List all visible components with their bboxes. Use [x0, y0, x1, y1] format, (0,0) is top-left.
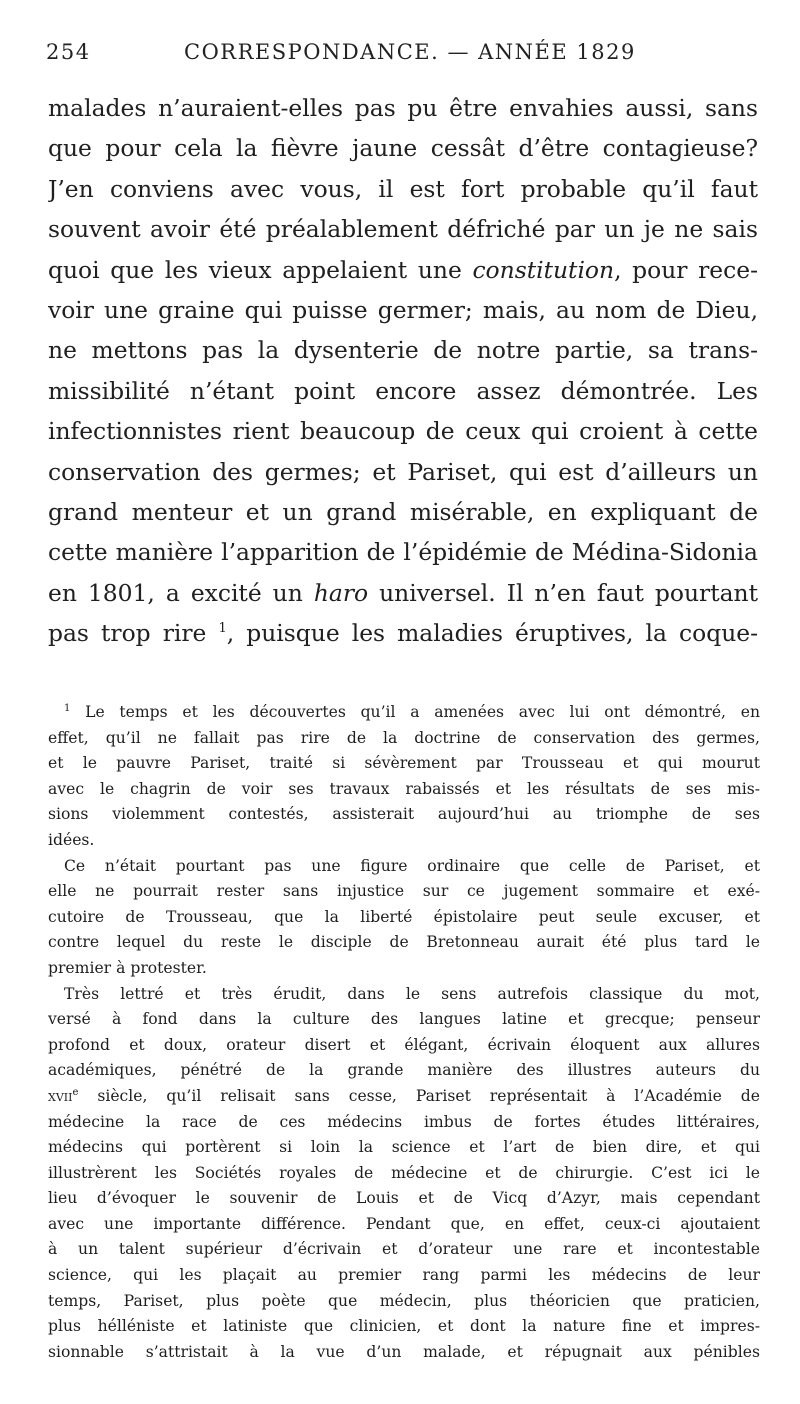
footnote-line: médecins qui portèrent si loin la science et l’art de bien dire, et qui [48, 1138, 760, 1157]
text-line [48, 613, 758, 653]
footnote-marker: 1 [64, 703, 71, 714]
running-head [46, 40, 758, 70]
footnote-line: illustrèrent les Sociétés royales de médecine et de chirurgie. C’est ici le [48, 1163, 760, 1182]
text-line: grand menteur et un grand misérable, en expliquant de [48, 497, 758, 526]
footnote-line [48, 1084, 760, 1110]
text-line: infectionnistes rient beaucoup de ceux qui croient à cette [48, 417, 758, 446]
text-fragment: siècle, qu’il relisait sans cesse, Pariset représentait à l’Académie de [78, 1086, 760, 1105]
page-number: 254 [46, 40, 91, 64]
footnote-line: plus hélléniste et latiniste que clinicien, et dont la nature fine et impres- [48, 1317, 760, 1336]
text-fragment: pas trop rire [48, 619, 207, 648]
text-fragment: en 1801, a excité un [48, 578, 303, 607]
running-title: CORRESPONDANCE. — ANNÉE 1829 [184, 40, 636, 64]
text-line: missibilité n’étant point encore assez démontrée. Les [48, 376, 758, 405]
footnote-line: avec le chagrin de voir ses travaux rabaissés et les résultats de ses mis- [48, 779, 760, 798]
footnote-line: cutoire de Trousseau, que la liberté épistolaire peut seule excuser, et [48, 907, 760, 926]
main-text [48, 88, 758, 653]
footnote-line: sions violemment contestés, assisterait aujourd’hui au triomphe de ses [48, 805, 760, 824]
footnote-line: profond et doux, orateur disert et élégant, écrivain éloquent aux allures [48, 1035, 760, 1054]
footnote-line [48, 700, 760, 726]
footnote-line: à un talent supérieur d’écrivain et d’orateur une rare et incontestable [48, 1240, 760, 1259]
footnote-line: versé à fond dans la culture des langues latine et grecque; penseur [48, 1010, 760, 1029]
footnote-line: effet, qu’il ne fallait pas rire de la doctrine de conservation des germes, [48, 728, 760, 747]
footnote-line: et le pauvre Pariset, traité si sévèrement par Trousseau et qui mourut [48, 754, 760, 773]
footnote-line: idées. [48, 830, 95, 849]
text-line: souvent avoir été préalablement défriché par un je ne sais [48, 215, 758, 244]
text-fragment: universel. Il n’en faut pourtant [368, 578, 758, 607]
footnote-line: science, qui les plaçait au premier rang parmi les médecins de leur [48, 1266, 760, 1285]
text-line: conservation des germes; et Pariset, qui est d’ailleurs un [48, 457, 758, 486]
century-suffix: e [72, 1086, 79, 1098]
footnote-line: médecine la race de ces médecins imbus de fortes études littéraires, [48, 1112, 760, 1131]
footnote-line: premier à protester. [48, 958, 207, 977]
footnote-line: Ce n’était pourtant pas une figure ordinaire que celle de Pariset, et [64, 856, 760, 875]
text-fragment: , puisque les maladies éruptives, la coque- [226, 619, 758, 648]
text-line [48, 573, 758, 613]
century-numeral: xvii [48, 1086, 73, 1105]
footnote-line: lieu d’évoquer le souvenir de Louis et de Vicq d’Azyr, mais cependant [48, 1189, 760, 1208]
text-line: ne mettons pas la dysenterie de notre partie, sa trans- [48, 336, 758, 365]
text-line: voir une graine qui puisse germer; mais, au nom de Dieu, [48, 295, 758, 324]
text-line [48, 250, 758, 290]
footnote-line: temps, Pariset, plus poète que médecin, plus théoricien que praticien, [48, 1291, 760, 1310]
footnote-line: Très lettré et très érudit, dans le sens autrefois classique du mot, [64, 984, 760, 1003]
footnote-line: sionnable s’attristait à la vue d’un malade, et répugnait aux pénibles [48, 1342, 760, 1361]
text-fragment: Le temps et les découvertes qu’il a amenées avec lui ont démontré, en [85, 703, 760, 721]
footnote-line: elle ne pourrait rester sans injustice sur ce jugement sommaire et exé- [48, 882, 760, 901]
text-fragment: , pour rece- [614, 255, 758, 284]
text-fragment: quoi que les vieux appelaient une [48, 255, 462, 284]
text-line: que pour cela la fièvre jaune cessât d’être contagieuse? [48, 134, 758, 163]
footnote-line: avec une importante différence. Pendant que, en effet, ceux-ci ajoutaient [48, 1214, 760, 1233]
footnotes [48, 700, 760, 1365]
italic-word: haro [313, 578, 369, 607]
text-line: malades n’auraient-elles pas pu être envahies aussi, sans [48, 94, 758, 122]
footnote-reference: 1 [218, 621, 227, 637]
footnote-line: académiques, pénétré de la grande manière des illustres auteurs du [48, 1061, 760, 1080]
footnote-line: contre lequel du reste le disciple de Bretonneau aurait été plus tard le [48, 933, 760, 952]
text-line: cette manière l’apparition de l’épidémie de Médina-Sidonia [48, 538, 758, 567]
text-line: J’en conviens avec vous, il est fort probable qu’il faut [48, 174, 758, 203]
italic-word: constitution [472, 255, 615, 284]
